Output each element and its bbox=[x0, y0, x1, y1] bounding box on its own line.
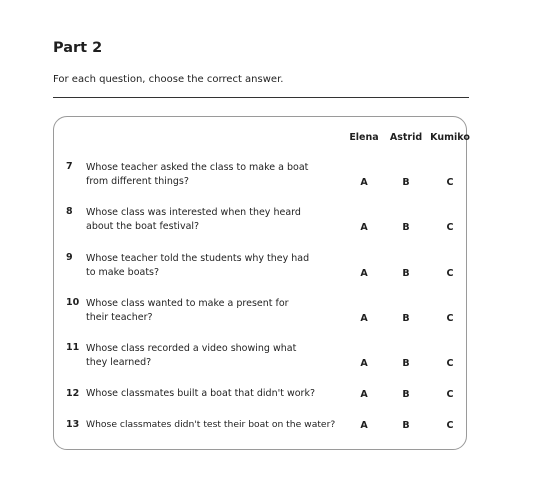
option-c[interactable]: C bbox=[446, 222, 454, 233]
part-title: Part 2 bbox=[53, 40, 103, 56]
option-c[interactable]: C bbox=[446, 420, 454, 431]
question-number: 10 bbox=[66, 297, 80, 308]
option-c[interactable]: C bbox=[446, 358, 454, 369]
option-b[interactable]: B bbox=[402, 268, 410, 279]
question-number: 8 bbox=[66, 206, 73, 217]
divider bbox=[53, 97, 469, 98]
question-text-line: Whose class recorded a video showing what bbox=[86, 343, 297, 354]
question-text-line: Whose class wanted to make a present for bbox=[86, 298, 289, 309]
question-number: 11 bbox=[66, 342, 80, 353]
question-text-line: Whose class was interested when they heard bbox=[86, 207, 301, 218]
question-number: 12 bbox=[66, 388, 80, 399]
option-c[interactable]: C bbox=[446, 268, 454, 279]
option-c[interactable]: C bbox=[446, 177, 454, 188]
column-header-kumiko: Kumiko bbox=[430, 132, 470, 143]
option-a[interactable]: A bbox=[360, 313, 368, 324]
question-text-line: their teacher? bbox=[86, 311, 153, 323]
instructions: For each question, choose the correct answer. bbox=[53, 74, 284, 85]
option-c[interactable]: C bbox=[446, 389, 454, 400]
question-text bbox=[86, 342, 336, 369]
option-b[interactable]: B bbox=[402, 358, 410, 369]
option-b[interactable]: B bbox=[402, 177, 410, 188]
question-text-line: about the boat festival? bbox=[86, 220, 200, 232]
option-a[interactable]: A bbox=[360, 177, 368, 188]
question-text bbox=[86, 387, 356, 401]
option-b[interactable]: B bbox=[402, 222, 410, 233]
option-b[interactable]: B bbox=[402, 313, 410, 324]
option-a[interactable]: A bbox=[360, 389, 368, 400]
option-b[interactable]: B bbox=[402, 389, 410, 400]
question-text bbox=[86, 161, 336, 188]
question-text bbox=[86, 206, 336, 233]
question-text bbox=[86, 418, 356, 432]
option-b[interactable]: B bbox=[402, 420, 410, 431]
question-number: 9 bbox=[66, 252, 73, 263]
question-number: 7 bbox=[66, 161, 73, 172]
option-a[interactable]: A bbox=[360, 222, 368, 233]
question-text-line: they learned? bbox=[86, 356, 152, 368]
option-c[interactable]: C bbox=[446, 313, 454, 324]
question-text-line: to make boats? bbox=[86, 266, 160, 278]
question-text-line: Whose classmates didn't test their boat on the water? bbox=[86, 419, 336, 430]
question-text bbox=[86, 252, 336, 279]
question-text-line: Whose teacher told the students why they had bbox=[86, 253, 310, 264]
question-number: 13 bbox=[66, 419, 80, 430]
option-a[interactable]: A bbox=[360, 268, 368, 279]
option-a[interactable]: A bbox=[360, 420, 368, 431]
option-a[interactable]: A bbox=[360, 358, 368, 369]
question-text-line: Whose classmates built a boat that didn't work? bbox=[86, 388, 315, 399]
question-text-line: from different things? bbox=[86, 175, 189, 187]
question-text bbox=[86, 297, 336, 324]
column-header-elena: Elena bbox=[349, 132, 379, 143]
column-header-astrid: Astrid bbox=[389, 132, 423, 143]
question-text-line: Whose teacher asked the class to make a boat bbox=[86, 162, 309, 173]
